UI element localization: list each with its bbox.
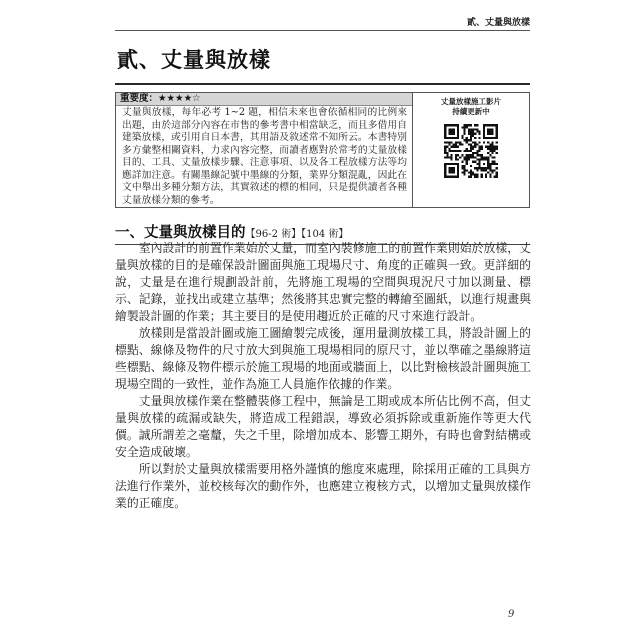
intro-text: 丈量與放樣，每年必考 1~2 題，相信未來也會依循相同的比例來出題，由於這部分內容在市售的參考書中相當缺乏，而且多借用自建築放樣，或引用自日本書，其用語及敘述常不知所云。本書特別多方彙整相關資料，力求內容完整，而讀者應對於常考的丈量放樣目的、工具、丈量放樣步驟、注意事項、以及各工程放樣方法等均應詳加注意。有關墨線記號中墨線的分類，業界分類混亂，因此在文中舉出多種分類方法，其實敘述的標的相同，只是提供讀者各種丈量放樣分類的參考。 [122, 107, 407, 206]
intro-box [115, 92, 530, 208]
exam-references: 【96-2 術】【104 術】 [245, 229, 349, 240]
running-header: 貳、丈量與放樣 [466, 18, 530, 28]
chapter-title: 貳、丈量與放樣 [117, 47, 271, 72]
video-panel [413, 93, 529, 207]
paragraph: 放樣則是當設計圖或施工圖繪製完成後，運用量測放樣工具，將設計圖上的標點、線條及物件的尺寸放大到與施工現場相同的原尺寸，並以準確之墨線將這些標點、線條及物件標示於施工現場的地面或牆面上，以比對檢核設計圖與施工現場空間的一致性，並作為施工人員施作依據的作業。 [115, 326, 531, 391]
section-title: 一、丈量與放樣目的 [115, 225, 246, 241]
video-label: 丈量放樣施工影片 [441, 97, 501, 106]
importance-label: 重要度： [120, 93, 159, 104]
title-rule [115, 83, 530, 85]
video-status: 持續更新中 [452, 107, 490, 116]
paragraph: 所以對於丈量與放樣需要用格外謹慎的態度來處理，除採用正確的工具與方法進行作業外，並校核每次的動作外，也應建立複核方式，以增加丈量與放樣作業的正確度。 [115, 462, 531, 510]
intro-main [116, 93, 413, 207]
page-number: 9 [508, 609, 515, 620]
paragraph: 丈量與放樣作業在整體裝修工程中，無論是工期或成本所佔比例不高，但丈量與放樣的疏漏或缺失，將造成工程錯誤，導致必須拆除或重新施作等更大代價。誠所謂差之毫釐，失之千里，除增加成本、影響工期外，有時也會對結構或安全造成破壞。 [115, 394, 531, 459]
importance-row [116, 93, 412, 106]
paragraph: 室內設計的前置作業始於丈量，而室內裝修施工的前置作業則始於放樣，丈量與放樣的目的是確保設計圖面與施工現場尺寸、角度的正確與一致。更詳細的說，丈量是在進行規劃設計前，先將施工現場的空間與現況尺寸加以測量、標示、記錄，並找出或建立基準；然後將其忠實完整的轉繪至圖紙，以進行規畫與繪製設計圖的作業；其主要目的是使用趨近於正確的尺寸來進行設計。 [115, 241, 531, 323]
qr-code [442, 122, 500, 180]
importance-stars: ★★★★☆ [158, 93, 201, 104]
header-rule [115, 30, 530, 31]
body-text [115, 240, 531, 512]
